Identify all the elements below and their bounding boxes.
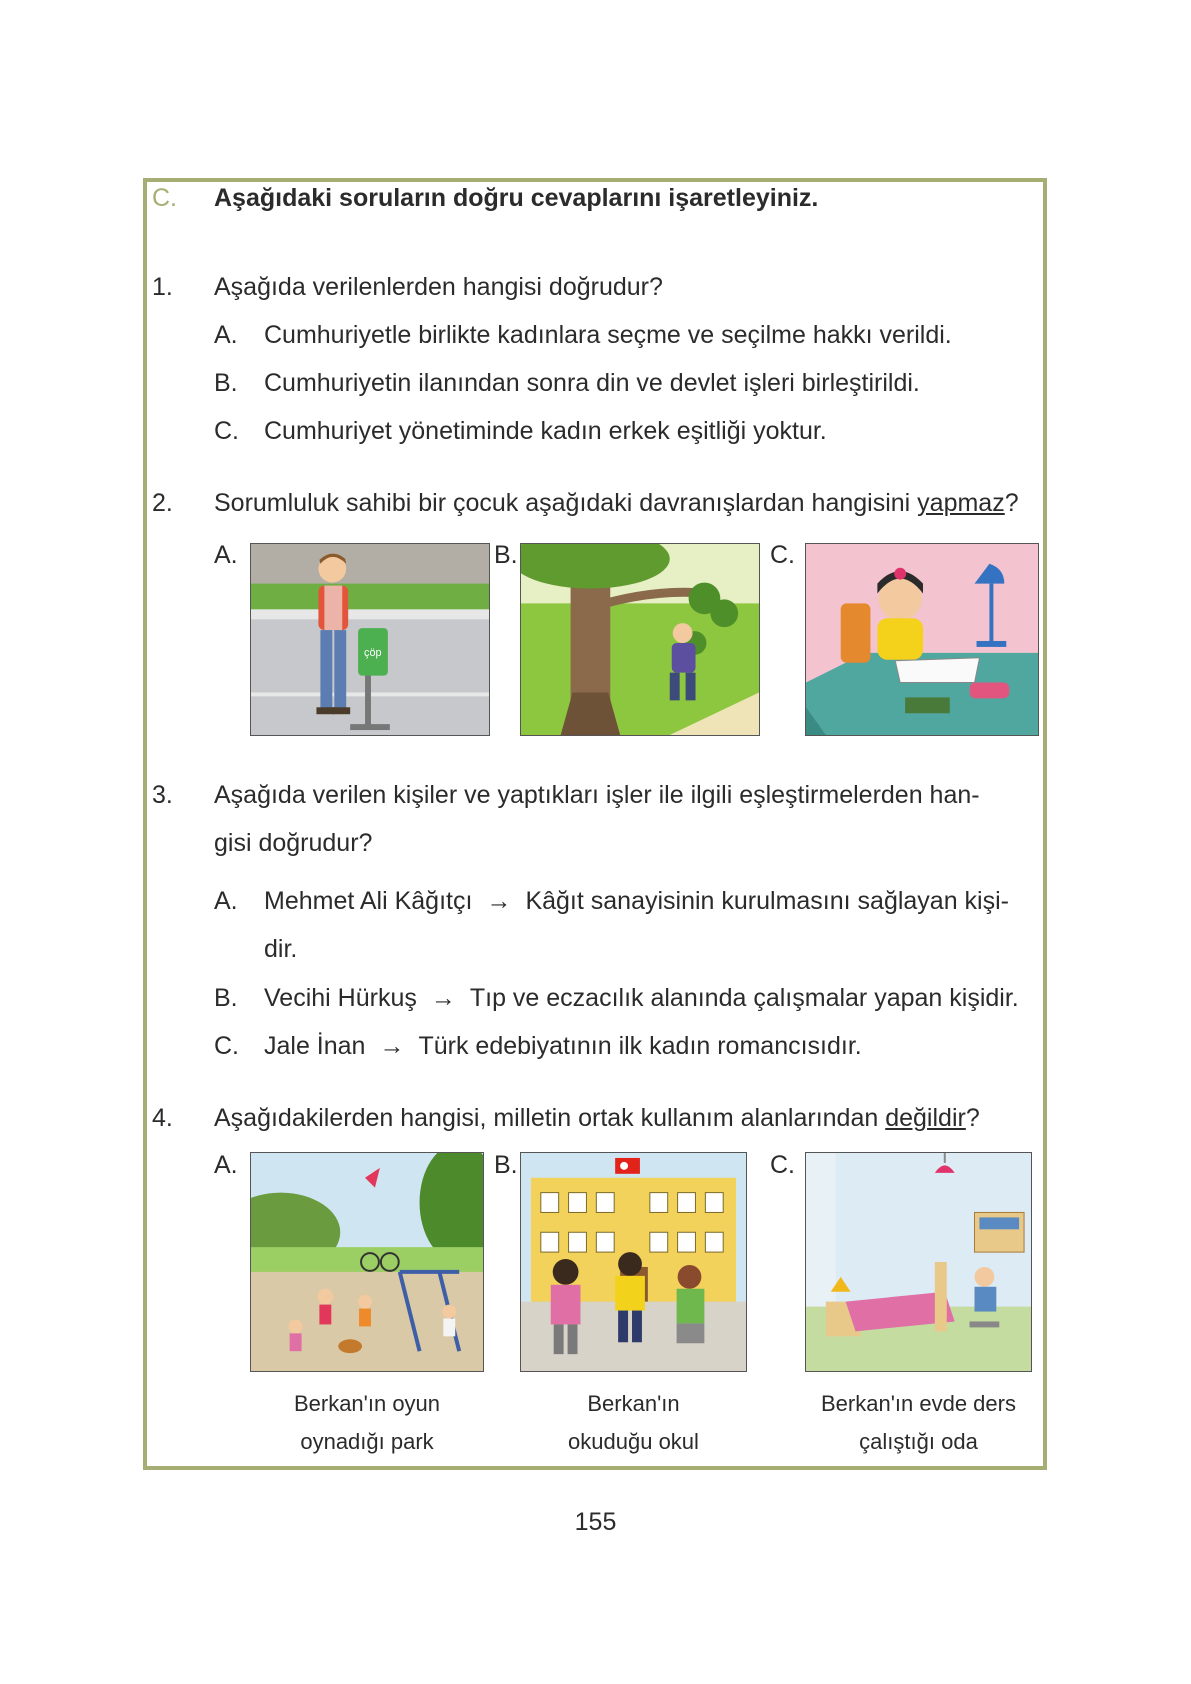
q4-option-a-image[interactable]: [250, 1152, 484, 1372]
q2-option-c-letter[interactable]: C.: [770, 541, 795, 569]
q1-option-b-letter[interactable]: B.: [214, 369, 238, 397]
q1-option-c-text[interactable]: Cumhuriyet yönetiminde kadın erkek eşitliği yoktur.: [264, 417, 827, 445]
q2-question-text: Sorumluluk sahibi bir çocuk aşağıdaki davranışlardan hangisini: [214, 489, 911, 517]
arrow-right-icon: →: [430, 984, 456, 1012]
q3-option-a-text[interactable]: [264, 886, 1009, 916]
caption-line: çalıştığı oda: [859, 1429, 978, 1454]
section-title: Aşağıdaki soruların doğru cevaplarını işaretleyiniz.: [214, 184, 819, 212]
q1-number: 1.: [152, 273, 173, 301]
q2-question-mark: ?: [1004, 489, 1019, 517]
q4-question: [214, 1103, 980, 1133]
q4-question-mark: ?: [965, 1104, 980, 1132]
q3-option-c-desc: Türk edebiyatının ilk kadın romancısıdır.: [418, 1032, 862, 1060]
girl-studying-illustration: [806, 544, 1038, 735]
q3-option-a-person: Mehmet Ali Kâğıtçı: [264, 887, 473, 915]
q1-question: Aşağıda verilenlerden hangisi doğrudur?: [214, 273, 663, 301]
caption-line: okuduğu okul: [568, 1429, 699, 1454]
q3-option-a-desc-line2: dir.: [264, 935, 298, 963]
q2-option-c-image[interactable]: [805, 543, 1039, 736]
q4-option-b-letter[interactable]: B.: [494, 1151, 518, 1179]
caption-line: oynadığı park: [300, 1429, 434, 1454]
q2-option-a-image[interactable]: [250, 543, 490, 736]
q4-option-b-image[interactable]: [520, 1152, 747, 1372]
page-number: 155: [574, 1508, 617, 1536]
q4-option-a-caption: [250, 1385, 484, 1461]
q3-number: 3.: [152, 781, 173, 809]
caption-line: Berkan'ın: [587, 1391, 680, 1416]
q4-question-underlined: değildir: [885, 1104, 966, 1132]
q4-option-c-caption: [805, 1385, 1032, 1461]
q1-option-c-letter[interactable]: C.: [214, 417, 239, 445]
boy-on-tree-illustration: [521, 544, 759, 735]
q3-option-a-letter[interactable]: A.: [214, 887, 238, 915]
boy-throwing-trash-illustration: [251, 544, 489, 735]
q1-option-b-text[interactable]: Cumhuriyetin ilanından sonra din ve devlet işleri birleştirildi.: [264, 369, 920, 397]
q4-option-c-image[interactable]: [805, 1152, 1032, 1372]
q2-option-b-image[interactable]: [520, 543, 760, 736]
q3-option-c-letter[interactable]: C.: [214, 1032, 239, 1060]
school-illustration: [521, 1153, 746, 1371]
q3-question-line1: Aşağıda verilen kişiler ve yaptıkları işler ile ilgili eşleştirmelerden han-: [214, 781, 980, 809]
caption-line: Berkan'ın evde ders: [821, 1391, 1016, 1416]
q3-option-a-desc: Kâğıt sanayisinin kurulmasını sağlayan kişi-: [525, 887, 1009, 915]
q2-question-underlined: yapmaz: [917, 489, 1005, 517]
bedroom-illustration: [806, 1153, 1031, 1371]
q4-option-b-caption: [520, 1385, 747, 1461]
arrow-right-icon: →: [486, 887, 512, 915]
q3-question-line2: gisi doğrudur?: [214, 829, 373, 857]
q3-option-c-person: Jale İnan: [264, 1032, 366, 1060]
q1-option-a-text[interactable]: Cumhuriyetle birlikte kadınlara seçme ve seçilme hakkı verildi.: [264, 321, 952, 349]
caption-line: Berkan'ın oyun: [293, 1391, 441, 1416]
arrow-right-icon: →: [379, 1032, 405, 1060]
q1-option-a-letter[interactable]: A.: [214, 321, 238, 349]
q3-option-b-text[interactable]: [264, 983, 1019, 1013]
q4-option-a-letter[interactable]: A.: [214, 1151, 238, 1179]
q2-number: 2.: [152, 489, 173, 517]
svg-text:çöp: çöp: [364, 646, 382, 659]
section-letter: C.: [152, 184, 177, 212]
q4-number: 4.: [152, 1104, 173, 1132]
q2-option-b-letter[interactable]: B.: [494, 541, 518, 569]
q3-option-b-person: Vecihi Hürkuş: [264, 984, 417, 1012]
q4-option-c-letter[interactable]: C.: [770, 1151, 795, 1179]
q3-option-c-text[interactable]: [264, 1031, 862, 1061]
q3-option-b-desc: Tıp ve eczacılık alanında çalışmalar yapan kişidir.: [469, 984, 1019, 1012]
q4-question-text: Aşağıdakilerden hangisi, milletin ortak kullanım alanlarından: [214, 1104, 879, 1132]
q3-option-b-letter[interactable]: B.: [214, 984, 238, 1012]
q2-option-a-letter[interactable]: A.: [214, 541, 238, 569]
q2-question: [214, 488, 1019, 518]
park-illustration: [251, 1153, 483, 1371]
